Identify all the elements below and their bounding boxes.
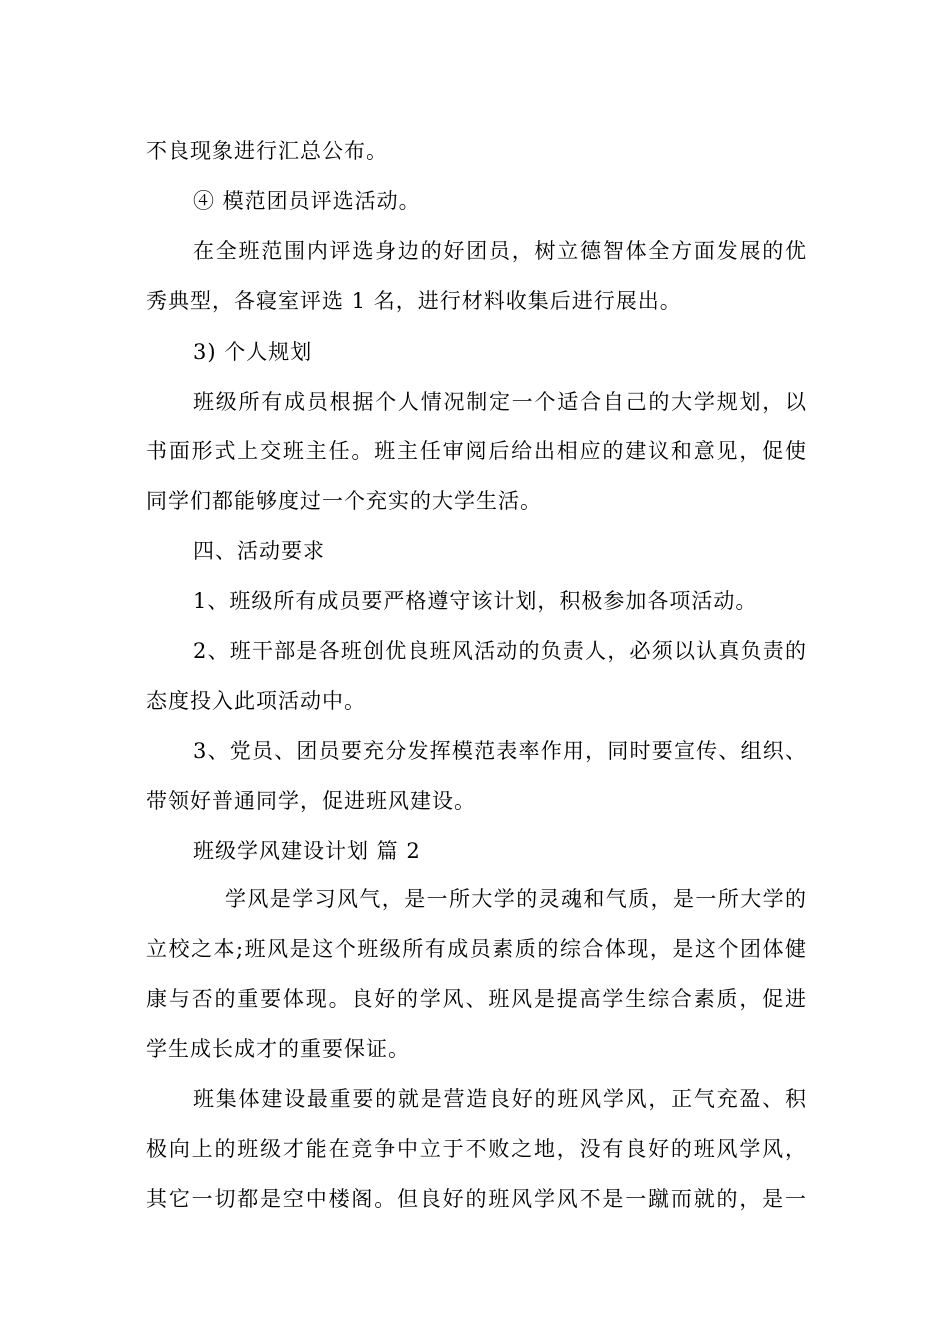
- text-line: 在全班范围内评选身边的好团员，树立德智体全方面发展的优: [193, 239, 806, 263]
- text-line: 带领好普通同学，促进班风建设。: [146, 789, 476, 813]
- text-line: 同学们都能够度过一个充实的大学生活。: [146, 489, 542, 513]
- list-item: 2、班干部是各班创优良班风活动的负责人，必须以认真负责的: [193, 639, 806, 663]
- list-item: 3、党员、团员要充分发挥模范表率作用，同时要宣传、组织、: [193, 739, 806, 763]
- section-heading: ④ 模范团员评选活动。: [193, 189, 421, 213]
- text-line: 书面形式上交班主任。班主任审阅后给出相应的建议和意见，促使: [146, 439, 806, 463]
- section-heading: 班级学风建设计划 篇 2: [193, 839, 421, 863]
- text-line: 学生成长成才的重要保证。: [146, 1037, 410, 1061]
- text-line: 康与否的重要体现。良好的学风、班风是提高学生综合素质，促进: [146, 987, 806, 1011]
- text-line: 秀典型，各寝室评选 1 名，进行材料收集后进行展出。: [146, 289, 682, 313]
- text-line: 班集体建设最重要的就是营造良好的班风学风，正气充盈、积: [193, 1087, 806, 1111]
- text-line: 极向上的班级才能在竞争中立于不败之地，没有良好的班风学风，: [146, 1137, 806, 1161]
- text-line: 不良现象进行汇总公布。: [146, 139, 388, 163]
- text-line: 班级所有成员根据个人情况制定一个适合自己的大学规划，以: [193, 390, 806, 414]
- text-line: 态度投入此项活动中。: [146, 689, 366, 713]
- list-item: 1、班级所有成员要严格遵守该计划，积极参加各项活动。: [193, 589, 758, 613]
- text-line: 学风是学习风气，是一所大学的灵魂和气质，是一所大学的: [225, 887, 806, 911]
- text-line: 其它一切都是空中楼阁。但良好的班风学风不是一蹴而就的，是一: [146, 1187, 806, 1211]
- text-line: 立校之本;班风是这个班级所有成员素质的综合体现，是这个团体健: [146, 937, 806, 961]
- section-heading: 3) 个人规划: [193, 340, 313, 364]
- section-heading: 四、活动要求: [193, 539, 325, 563]
